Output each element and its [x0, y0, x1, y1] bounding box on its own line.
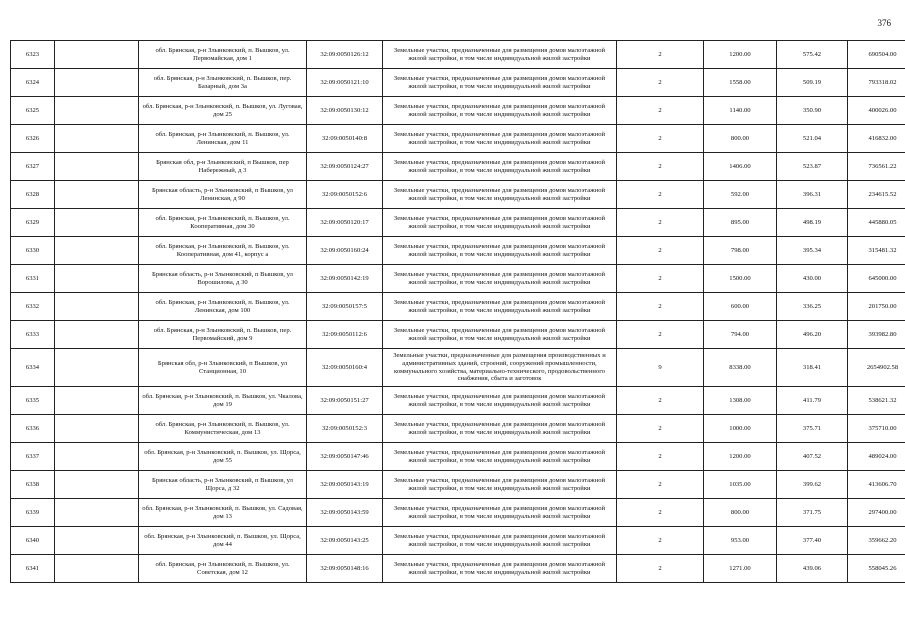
- category-code-cell: 2: [617, 471, 704, 499]
- unit-value-cell: 411.79: [777, 387, 848, 415]
- address-cell: Брянская обл, р-н Злынковский, п Вышков, пер Набережный, д 3: [139, 153, 307, 181]
- address-cell: обл. Брянская, р-н Злынковский, п. Вышков, ул. Советская, дом 12: [139, 555, 307, 583]
- cadastral-number-cell: 32:09:0050147:46: [307, 443, 383, 471]
- area-cell: 800.00: [704, 499, 777, 527]
- cadastral-value-cell: 793318.02: [848, 69, 905, 97]
- page-number: 376: [877, 18, 891, 28]
- row-number-cell: 6328: [11, 181, 55, 209]
- row-number-cell: 6338: [11, 471, 55, 499]
- area-cell: 1308.00: [704, 387, 777, 415]
- unit-value-cell: 371.75: [777, 499, 848, 527]
- row-number-cell: 6334: [11, 349, 55, 387]
- unit-value-cell: 336.25: [777, 293, 848, 321]
- row-number-cell: 6326: [11, 125, 55, 153]
- category-code-cell: 9: [617, 349, 704, 387]
- address-cell: Брянская область, р-н Злынковский, п Вышков, ул Щорса, д 32: [139, 471, 307, 499]
- unit-value-cell: 350.90: [777, 97, 848, 125]
- address-cell: обл. Брянская, р-н Злынковский, п. Вышков, ул. Щорса, дом 55: [139, 443, 307, 471]
- cadastral-value-cell: 234615.52: [848, 181, 905, 209]
- cadastral-value-cell: 359662.20: [848, 527, 905, 555]
- table-row: [11, 555, 905, 583]
- cadastral-number-cell: 32:09:0050140:8: [307, 125, 383, 153]
- category-code-cell: 2: [617, 321, 704, 349]
- land-use-cell: Земельные участки, предназначенные для размещения домов малоэтажной жилой застройки, в том числе индивидуальной жилой застройки: [383, 415, 617, 443]
- row-number-cell: 6324: [11, 69, 55, 97]
- empty-cell: [55, 555, 139, 583]
- cadastral-number-cell: 32:09:0050126:12: [307, 41, 383, 69]
- unit-value-cell: 439.06: [777, 555, 848, 583]
- empty-cell: [55, 265, 139, 293]
- row-number-cell: 6330: [11, 237, 55, 265]
- empty-cell: [55, 321, 139, 349]
- cadastral-number-cell: 32:09:0050143:25: [307, 527, 383, 555]
- cadastral-value-cell: 558045.26: [848, 555, 905, 583]
- cadastral-number-cell: 32:09:0050120:17: [307, 209, 383, 237]
- land-use-cell: Земельные участки, предназначенные для размещения домов малоэтажной жилой застройки, в том числе индивидуальной жилой застройки: [383, 499, 617, 527]
- table-row: [11, 237, 905, 265]
- unit-value-cell: 375.71: [777, 415, 848, 443]
- row-number-cell: 6337: [11, 443, 55, 471]
- cadastral-number-cell: 32:09:0050148:16: [307, 555, 383, 583]
- unit-value-cell: 396.31: [777, 181, 848, 209]
- unit-value-cell: 496.20: [777, 321, 848, 349]
- land-use-cell: Земельные участки, предназначенные для размещения домов малоэтажной жилой застройки, в том числе индивидуальной жилой застройки: [383, 97, 617, 125]
- unit-value-cell: 318.41: [777, 349, 848, 387]
- unit-value-cell: 521.04: [777, 125, 848, 153]
- row-number-cell: 6339: [11, 499, 55, 527]
- category-code-cell: 2: [617, 237, 704, 265]
- category-code-cell: 2: [617, 69, 704, 97]
- cadastral-number-cell: 32:09:0050112:6: [307, 321, 383, 349]
- cadastral-value-cell: 201750.00: [848, 293, 905, 321]
- empty-cell: [55, 125, 139, 153]
- land-use-cell: Земельные участки, предназначенные для размещения домов малоэтажной жилой застройки, в том числе индивидуальной жилой застройки: [383, 125, 617, 153]
- cadastral-value-cell: 489024.00: [848, 443, 905, 471]
- category-code-cell: 2: [617, 97, 704, 125]
- area-cell: 592.00: [704, 181, 777, 209]
- land-use-cell: Земельные участки, предназначенные для размещения домов малоэтажной жилой застройки, в том числе индивидуальной жилой застройки: [383, 237, 617, 265]
- cadastral-value-cell: 690504.00: [848, 41, 905, 69]
- address-cell: обл. Брянская, р-н Злынковский, п. Вышков, ул. Щорса, дом 44: [139, 527, 307, 555]
- area-cell: 953.00: [704, 527, 777, 555]
- cadastral-value-cell: 315481.32: [848, 237, 905, 265]
- land-use-cell: Земельные участки, предназначенные для размещения домов малоэтажной жилой застройки, в том числе индивидуальной жилой застройки: [383, 209, 617, 237]
- address-cell: обл. Брянская, р-н Злынковский, п. Вышков, ул. Садовая, дом 13: [139, 499, 307, 527]
- area-cell: 794.00: [704, 321, 777, 349]
- category-code-cell: 2: [617, 555, 704, 583]
- cadastral-value-cell: 736561.22: [848, 153, 905, 181]
- empty-cell: [55, 443, 139, 471]
- land-use-cell: Земельные участки, предназначенные для размещения домов малоэтажной жилой застройки, в том числе индивидуальной жилой застройки: [383, 265, 617, 293]
- area-cell: 800.00: [704, 125, 777, 153]
- row-number-cell: 6331: [11, 265, 55, 293]
- area-cell: 895.00: [704, 209, 777, 237]
- area-cell: 1035.00: [704, 471, 777, 499]
- category-code-cell: 2: [617, 499, 704, 527]
- address-cell: Брянская область, р-н Злынковский, п Вышков, ул Ленинская, д 90: [139, 181, 307, 209]
- row-number-cell: 6336: [11, 415, 55, 443]
- address-cell: Брянская обл, р-н Злынковский, п Вышков, ул Станционная, 10: [139, 349, 307, 387]
- land-use-cell: Земельные участки, предназначенные для размещения производственных и административных зданий, строений, сооружений промышленности, коммунального хозяйства, материально-технического, продовольственного снабжения, сбыта и заготовок: [383, 349, 617, 387]
- land-use-cell: Земельные участки, предназначенные для размещения домов малоэтажной жилой застройки, в том числе индивидуальной жилой застройки: [383, 41, 617, 69]
- row-number-cell: 6323: [11, 41, 55, 69]
- empty-cell: [55, 153, 139, 181]
- address-cell: обл. Брянская, р-н Злынковский, п. Вышков, пер. Базарный, дом 3а: [139, 69, 307, 97]
- area-cell: 8338.00: [704, 349, 777, 387]
- unit-value-cell: 523.87: [777, 153, 848, 181]
- table-row: [11, 181, 905, 209]
- cadastral-number-cell: 32:09:0050124:27: [307, 153, 383, 181]
- land-use-cell: Земельные участки, предназначенные для размещения домов малоэтажной жилой застройки, в том числе индивидуальной жилой застройки: [383, 153, 617, 181]
- cadastral-value-cell: 416832.00: [848, 125, 905, 153]
- empty-cell: [55, 293, 139, 321]
- unit-value-cell: 509.19: [777, 69, 848, 97]
- empty-cell: [55, 415, 139, 443]
- address-cell: обл. Брянская, р-н Злынковский, п. Вышков, ул. Кооперативная, дом 41, корпус а: [139, 237, 307, 265]
- category-code-cell: 2: [617, 443, 704, 471]
- cadastral-number-cell: 32:09:0050130:12: [307, 97, 383, 125]
- table-row: [11, 125, 905, 153]
- row-number-cell: 6333: [11, 321, 55, 349]
- table-row: [11, 349, 905, 387]
- cadastral-number-cell: 32:09:0050152:6: [307, 181, 383, 209]
- land-use-cell: Земельные участки, предназначенные для размещения домов малоэтажной жилой застройки, в том числе индивидуальной жилой застройки: [383, 321, 617, 349]
- area-cell: 1000.00: [704, 415, 777, 443]
- unit-value-cell: 395.34: [777, 237, 848, 265]
- table-row: [11, 153, 905, 181]
- category-code-cell: 2: [617, 209, 704, 237]
- empty-cell: [55, 387, 139, 415]
- area-cell: 1200.00: [704, 41, 777, 69]
- table-row: [11, 293, 905, 321]
- cadastral-number-cell: 32:09:0050157:5: [307, 293, 383, 321]
- land-use-cell: Земельные участки, предназначенные для размещения домов малоэтажной жилой застройки, в том числе индивидуальной жилой застройки: [383, 443, 617, 471]
- category-code-cell: 2: [617, 415, 704, 443]
- empty-cell: [55, 69, 139, 97]
- row-number-cell: 6332: [11, 293, 55, 321]
- cadastral-number-cell: 32:09:0050152:3: [307, 415, 383, 443]
- row-number-cell: 6329: [11, 209, 55, 237]
- category-code-cell: 2: [617, 293, 704, 321]
- empty-cell: [55, 471, 139, 499]
- row-number-cell: 6327: [11, 153, 55, 181]
- table-row: [11, 415, 905, 443]
- land-use-cell: Земельные участки, предназначенные для размещения домов малоэтажной жилой застройки, в том числе индивидуальной жилой застройки: [383, 69, 617, 97]
- address-cell: обл. Брянская, р-н Злынковский, п. Вышков, ул. Чкалова, дом 19: [139, 387, 307, 415]
- empty-cell: [55, 527, 139, 555]
- address-cell: обл. Брянская, р-н Злынковский, п. Вышков, ул. Кооперативная, дом 30: [139, 209, 307, 237]
- table-row: [11, 387, 905, 415]
- area-cell: 1140.00: [704, 97, 777, 125]
- cadastral-number-cell: 32:09:0050151:27: [307, 387, 383, 415]
- address-cell: обл. Брянская, р-н Злынковский, п. Вышков, ул. Ленинская, дом 11: [139, 125, 307, 153]
- table-row: [11, 443, 905, 471]
- address-cell: Брянская область, р-н Злынковский, п Вышков, ул Ворошилова, д 30: [139, 265, 307, 293]
- cadastral-number-cell: 32:09:0050142:19: [307, 265, 383, 293]
- address-cell: обл. Брянская, р-н Злынковский, п. Вышков, ул. Первомайская, дом 1: [139, 41, 307, 69]
- row-number-cell: 6340: [11, 527, 55, 555]
- row-number-cell: 6341: [11, 555, 55, 583]
- empty-cell: [55, 181, 139, 209]
- cadastral-value-cell: 413606.70: [848, 471, 905, 499]
- area-cell: 798.00: [704, 237, 777, 265]
- land-use-cell: Земельные участки, предназначенные для размещения домов малоэтажной жилой застройки, в том числе индивидуальной жилой застройки: [383, 527, 617, 555]
- category-code-cell: 2: [617, 125, 704, 153]
- category-code-cell: 2: [617, 41, 704, 69]
- empty-cell: [55, 349, 139, 387]
- table-row: [11, 471, 905, 499]
- cadastral-number-cell: 32:09:0050160:4: [307, 349, 383, 387]
- area-cell: 600.00: [704, 293, 777, 321]
- cadastral-value-cell: 2654902.58: [848, 349, 905, 387]
- table-row: [11, 97, 905, 125]
- table-row: [11, 209, 905, 237]
- area-cell: 1500.00: [704, 265, 777, 293]
- address-cell: обл. Брянская, р-н Злынковский, п. Вышков, ул. Коммунистическая, дом 13: [139, 415, 307, 443]
- empty-cell: [55, 499, 139, 527]
- empty-cell: [55, 237, 139, 265]
- table-row: [11, 499, 905, 527]
- table-row: [11, 321, 905, 349]
- row-number-cell: 6335: [11, 387, 55, 415]
- cadastral-value-cell: 400026.00: [848, 97, 905, 125]
- area-cell: 1271.00: [704, 555, 777, 583]
- cadastral-value-cell: 375710.00: [848, 415, 905, 443]
- cadastral-value-cell: 645000.00: [848, 265, 905, 293]
- area-cell: 1406.00: [704, 153, 777, 181]
- land-use-cell: Земельные участки, предназначенные для размещения домов малоэтажной жилой застройки, в том числе индивидуальной жилой застройки: [383, 471, 617, 499]
- table-row: [11, 265, 905, 293]
- land-use-cell: Земельные участки, предназначенные для размещения домов малоэтажной жилой застройки, в том числе индивидуальной жилой застройки: [383, 555, 617, 583]
- cadastral-value-cell: 297400.00: [848, 499, 905, 527]
- unit-value-cell: 430.00: [777, 265, 848, 293]
- address-cell: обл. Брянская, р-н Злынковский, п. Вышков, пер. Первомайский, дом 9: [139, 321, 307, 349]
- table-row: [11, 41, 905, 69]
- cadastral-number-cell: 32:09:0050160:24: [307, 237, 383, 265]
- area-cell: 1558.00: [704, 69, 777, 97]
- category-code-cell: 2: [617, 153, 704, 181]
- unit-value-cell: 498.19: [777, 209, 848, 237]
- category-code-cell: 2: [617, 265, 704, 293]
- land-registry-table: [10, 40, 905, 583]
- registry-body: [11, 41, 905, 583]
- category-code-cell: 2: [617, 387, 704, 415]
- cadastral-value-cell: 538621.32: [848, 387, 905, 415]
- land-use-cell: Земельные участки, предназначенные для размещения домов малоэтажной жилой застройки, в том числе индивидуальной жилой застройки: [383, 181, 617, 209]
- land-use-cell: Земельные участки, предназначенные для размещения домов малоэтажной жилой застройки, в том числе индивидуальной жилой застройки: [383, 293, 617, 321]
- cadastral-value-cell: 445880.05: [848, 209, 905, 237]
- land-use-cell: Земельные участки, предназначенные для размещения домов малоэтажной жилой застройки, в том числе индивидуальной жилой застройки: [383, 387, 617, 415]
- area-cell: 1200.00: [704, 443, 777, 471]
- address-cell: обл. Брянская, р-н Злынковский, п. Вышков, ул. Ленинская, дом 100: [139, 293, 307, 321]
- empty-cell: [55, 41, 139, 69]
- category-code-cell: 2: [617, 181, 704, 209]
- cadastral-number-cell: 32:09:0050121:10: [307, 69, 383, 97]
- unit-value-cell: 399.62: [777, 471, 848, 499]
- address-cell: обл. Брянская, р-н Злынковский, п. Вышков, ул. Луговая, дом 25: [139, 97, 307, 125]
- row-number-cell: 6325: [11, 97, 55, 125]
- unit-value-cell: 407.52: [777, 443, 848, 471]
- unit-value-cell: 575.42: [777, 41, 848, 69]
- empty-cell: [55, 209, 139, 237]
- unit-value-cell: 377.40: [777, 527, 848, 555]
- cadastral-value-cell: 393982.80: [848, 321, 905, 349]
- cadastral-number-cell: 32:09:0050143:59: [307, 499, 383, 527]
- table-row: [11, 527, 905, 555]
- category-code-cell: 2: [617, 527, 704, 555]
- table-row: [11, 69, 905, 97]
- empty-cell: [55, 97, 139, 125]
- cadastral-number-cell: 32:09:0050143:19: [307, 471, 383, 499]
